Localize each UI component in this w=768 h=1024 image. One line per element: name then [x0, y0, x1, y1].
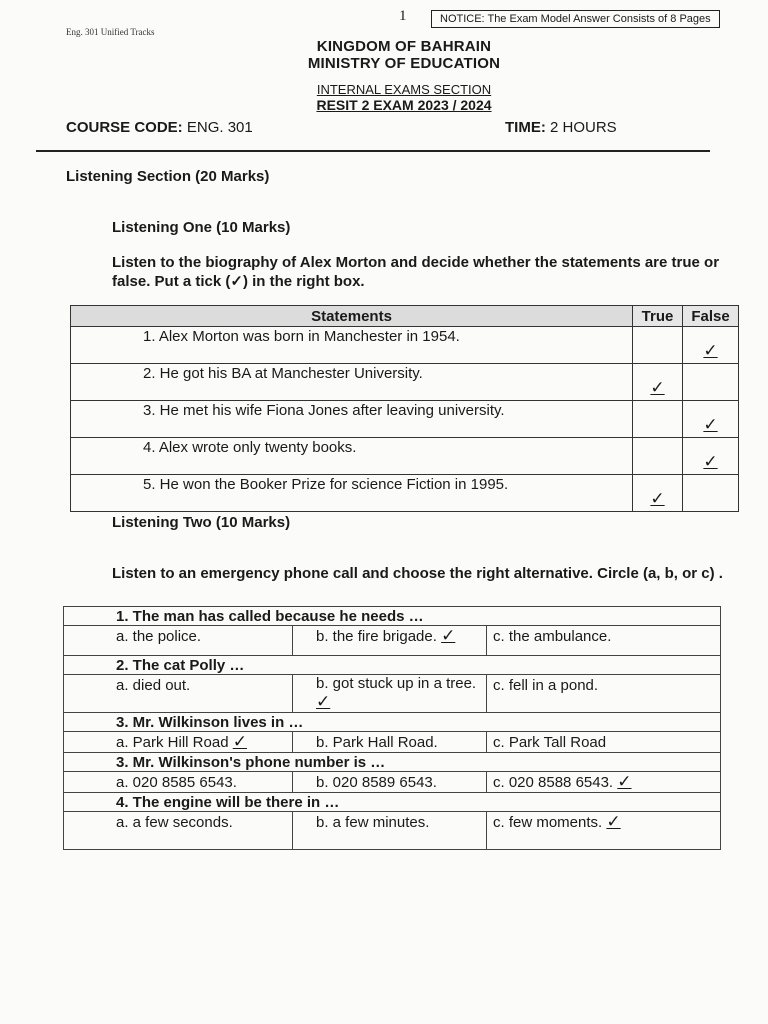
option-b-text: b. Park Hall Road.: [316, 734, 438, 751]
tick-icon: ✓: [650, 489, 665, 509]
tick-icon: ✓: [232, 732, 247, 752]
kingdom-title: KINGDOM OF BAHRAIN: [316, 38, 492, 55]
time-value: 2 HOURS: [550, 119, 617, 136]
table-row: [71, 364, 739, 401]
false-header: False: [683, 306, 739, 327]
statement-text: 3. He met his wife Fiona Jones after leaving university.: [71, 401, 633, 438]
listening-one-title: Listening One (10 Marks): [112, 219, 291, 236]
tick-icon: ✓: [316, 692, 331, 712]
tick-icon: ✓: [441, 626, 456, 646]
page-number: 1: [399, 8, 407, 24]
true-false-table: [70, 305, 739, 512]
options-row: [64, 626, 721, 656]
question-row: [64, 713, 721, 732]
statement-text: 5. He won the Booker Prize for science Fiction in 1995.: [71, 475, 633, 512]
course-code: [66, 119, 253, 136]
options-row: [64, 675, 721, 713]
exam-time: [505, 119, 617, 136]
option-c[interactable]: [487, 675, 721, 713]
section-title: INTERNAL EXAMS SECTION: [316, 82, 492, 97]
option-b-text: b. the fire brigade.: [316, 628, 437, 645]
option-c-text: c. the ambulance.: [493, 628, 612, 645]
course-code-value: ENG. 301: [186, 119, 253, 136]
question-row: [64, 793, 721, 812]
track-label: Eng. 301 Unified Tracks: [66, 27, 155, 37]
statement-text: 2. He got his BA at Manchester University.: [71, 364, 633, 401]
option-c-text: c. fell in a pond.: [493, 677, 599, 694]
listening-one-instructions: Listen to the biography of Alex Morton and decide whether the statements are true or false. Put a tick (✓) in the right box.: [112, 254, 720, 290]
statement-text: 4. Alex wrote only twenty books.: [71, 438, 633, 475]
question-text: 2. The cat Polly …: [64, 656, 721, 675]
option-b-text: b. 020 8589 6543.: [316, 774, 437, 791]
option-a[interactable]: [64, 812, 293, 850]
option-c-text: c. Park Tall Road: [493, 734, 607, 751]
question-text: 3. Mr. Wilkinson's phone number is …: [64, 753, 721, 772]
question-text: 4. The engine will be there in …: [64, 793, 721, 812]
option-a[interactable]: [64, 732, 293, 753]
question-row: [64, 753, 721, 772]
tick-icon: ✓: [703, 452, 718, 472]
true-box[interactable]: [633, 364, 683, 401]
false-box[interactable]: [683, 364, 739, 401]
true-box[interactable]: [633, 327, 683, 364]
option-b[interactable]: [293, 772, 487, 793]
time-label: TIME:: [505, 119, 546, 136]
header-divider: [36, 150, 710, 152]
option-a[interactable]: [64, 675, 293, 713]
option-c[interactable]: [487, 812, 721, 850]
option-b[interactable]: [293, 675, 487, 713]
statement-text: 1. Alex Morton was born in Manchester in 1954.: [71, 327, 633, 364]
listening-section-title: Listening Section (20 Marks): [66, 168, 270, 185]
listening-two-title: Listening Two (10 Marks): [112, 514, 291, 531]
option-a[interactable]: [64, 772, 293, 793]
tick-icon: ✓: [617, 772, 632, 792]
statements-header: Statements: [71, 306, 633, 327]
tick-icon: ✓: [606, 812, 621, 832]
option-c[interactable]: [487, 772, 721, 793]
listening-two-instructions: Listen to an emergency phone call and choose the right alternative. Circle (a, b, or c) .: [112, 565, 723, 582]
option-c-text: c. few moments.: [493, 814, 603, 831]
tick-icon: ✓: [650, 378, 665, 398]
table-row: [71, 438, 739, 475]
ministry-title: MINISTRY OF EDUCATION: [307, 55, 501, 72]
table-row: [71, 327, 739, 364]
false-box[interactable]: [683, 475, 739, 512]
option-a-text: a. 020 8585 6543.: [116, 774, 237, 791]
option-b-text: b. a few minutes.: [316, 814, 430, 831]
question-row: [64, 607, 721, 626]
multiple-choice-table: [63, 606, 721, 850]
option-c[interactable]: [487, 626, 721, 656]
question-row: [64, 656, 721, 675]
option-a[interactable]: [64, 626, 293, 656]
table-header-row: [71, 306, 739, 327]
notice-box: NOTICE: The Exam Model Answer Consists of 8 Pages: [431, 10, 720, 28]
options-row: [64, 812, 721, 850]
option-c[interactable]: [487, 732, 721, 753]
options-row: [64, 772, 721, 793]
option-b[interactable]: [293, 812, 487, 850]
table-row: [71, 401, 739, 438]
option-b[interactable]: [293, 626, 487, 656]
tick-icon: ✓: [703, 415, 718, 435]
option-b-text: b. got stuck up in a tree.: [316, 675, 477, 692]
question-text: 1. The man has called because he needs …: [64, 607, 721, 626]
false-box[interactable]: [683, 401, 739, 438]
true-box[interactable]: [633, 401, 683, 438]
true-header: True: [633, 306, 683, 327]
option-a-text: a. died out.: [116, 677, 191, 694]
true-box[interactable]: [633, 475, 683, 512]
false-box[interactable]: [683, 327, 739, 364]
question-text: 3. Mr. Wilkinson lives in …: [64, 713, 721, 732]
table-row: [71, 475, 739, 512]
tick-icon: ✓: [703, 341, 718, 361]
exam-title: RESIT 2 EXAM 2023 / 2024: [316, 97, 492, 113]
options-row: [64, 732, 721, 753]
false-box[interactable]: [683, 438, 739, 475]
option-c-text: c. 020 8588 6543.: [493, 774, 614, 791]
course-code-label: COURSE CODE:: [66, 119, 183, 136]
option-a-text: a. a few seconds.: [116, 814, 233, 831]
option-b[interactable]: [293, 732, 487, 753]
option-a-text: a. the police.: [116, 628, 202, 645]
true-box[interactable]: [633, 438, 683, 475]
option-a-text: a. Park Hill Road: [116, 734, 229, 751]
